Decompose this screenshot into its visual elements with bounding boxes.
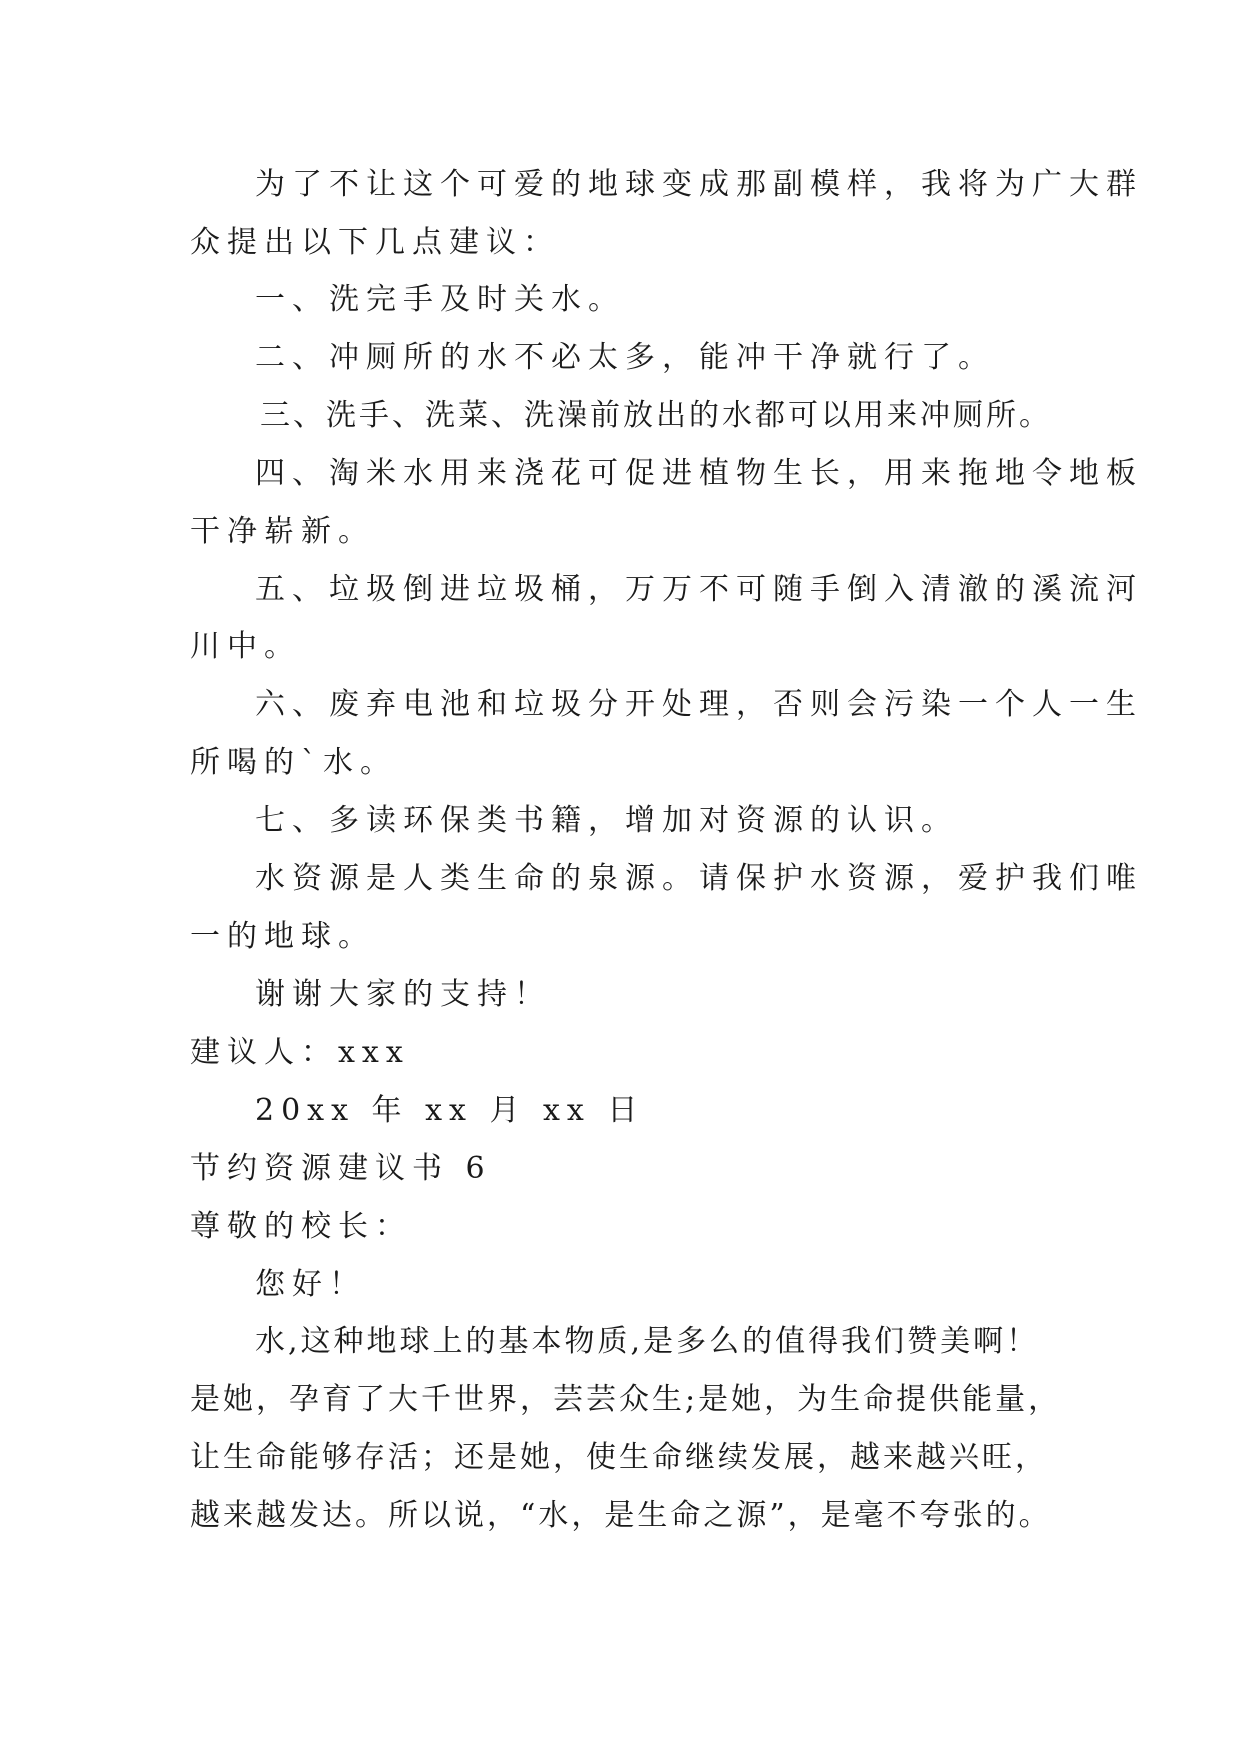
- body-line-2: 是她，孕育了大千世界，芸芸众生;是她，为生命提供能量，: [190, 1382, 1062, 1417]
- thanks-line: 谢谢大家的支持！: [255, 977, 551, 1012]
- paragraph-intro-line-2: 众提出以下几点建议：: [190, 225, 560, 260]
- suggestion-4-line-1: 四、淘米水用来浇花可促进植物生长，用来拖地令地板: [255, 456, 1143, 491]
- suggestion-4-line-2: 干净崭新。: [190, 514, 375, 549]
- suggestion-6-line-1: 六、废弃电池和垃圾分开处理，否则会污染一个人一生: [255, 687, 1143, 722]
- suggestion-7: 七、多读环保类书籍，增加对资源的认识。: [255, 803, 958, 838]
- suggestion-3: 三、洗手、洗菜、洗澡前放出的水都可以用来冲厕所。: [260, 398, 1052, 433]
- body-line-1: 水,这种地球上的基本物质,是多么的值得我们赞美啊！: [255, 1324, 1040, 1359]
- proposer-line: 建议人：xxx: [190, 1035, 410, 1070]
- paragraph-intro-line-1: 为了不让这个可爱的地球变成那副模样，我将为广大群: [255, 167, 1143, 202]
- salutation: 尊敬的校长：: [190, 1209, 412, 1244]
- suggestion-1: 一、洗完手及时关水。: [255, 282, 625, 317]
- greeting: 您好！: [255, 1267, 366, 1302]
- suggestion-6-line-2: 所喝的`水。: [190, 745, 397, 780]
- closing-line-2: 一的地球。: [190, 919, 375, 954]
- suggestion-5-line-1: 五、垃圾倒进垃圾桶，万万不可随手倒入清澈的溪流河: [255, 572, 1143, 607]
- body-line-3: 让生命能够存活；还是她，使生命继续发展，越来越兴旺，: [190, 1440, 1048, 1475]
- date-line: 20xx 年 xx 月 xx 日: [255, 1093, 645, 1128]
- suggestion-5-line-2: 川中。: [190, 629, 301, 664]
- section-title: 节约资源建议书 6: [190, 1151, 492, 1186]
- closing-line-1: 水资源是人类生命的泉源。请保护水资源，爱护我们唯: [255, 861, 1143, 896]
- body-line-4: 越来越发达。所以说，“水，是生命之源”，是毫不夸张的。: [190, 1498, 1052, 1533]
- suggestion-2: 二、冲厕所的水不必太多，能冲干净就行了。: [255, 340, 995, 375]
